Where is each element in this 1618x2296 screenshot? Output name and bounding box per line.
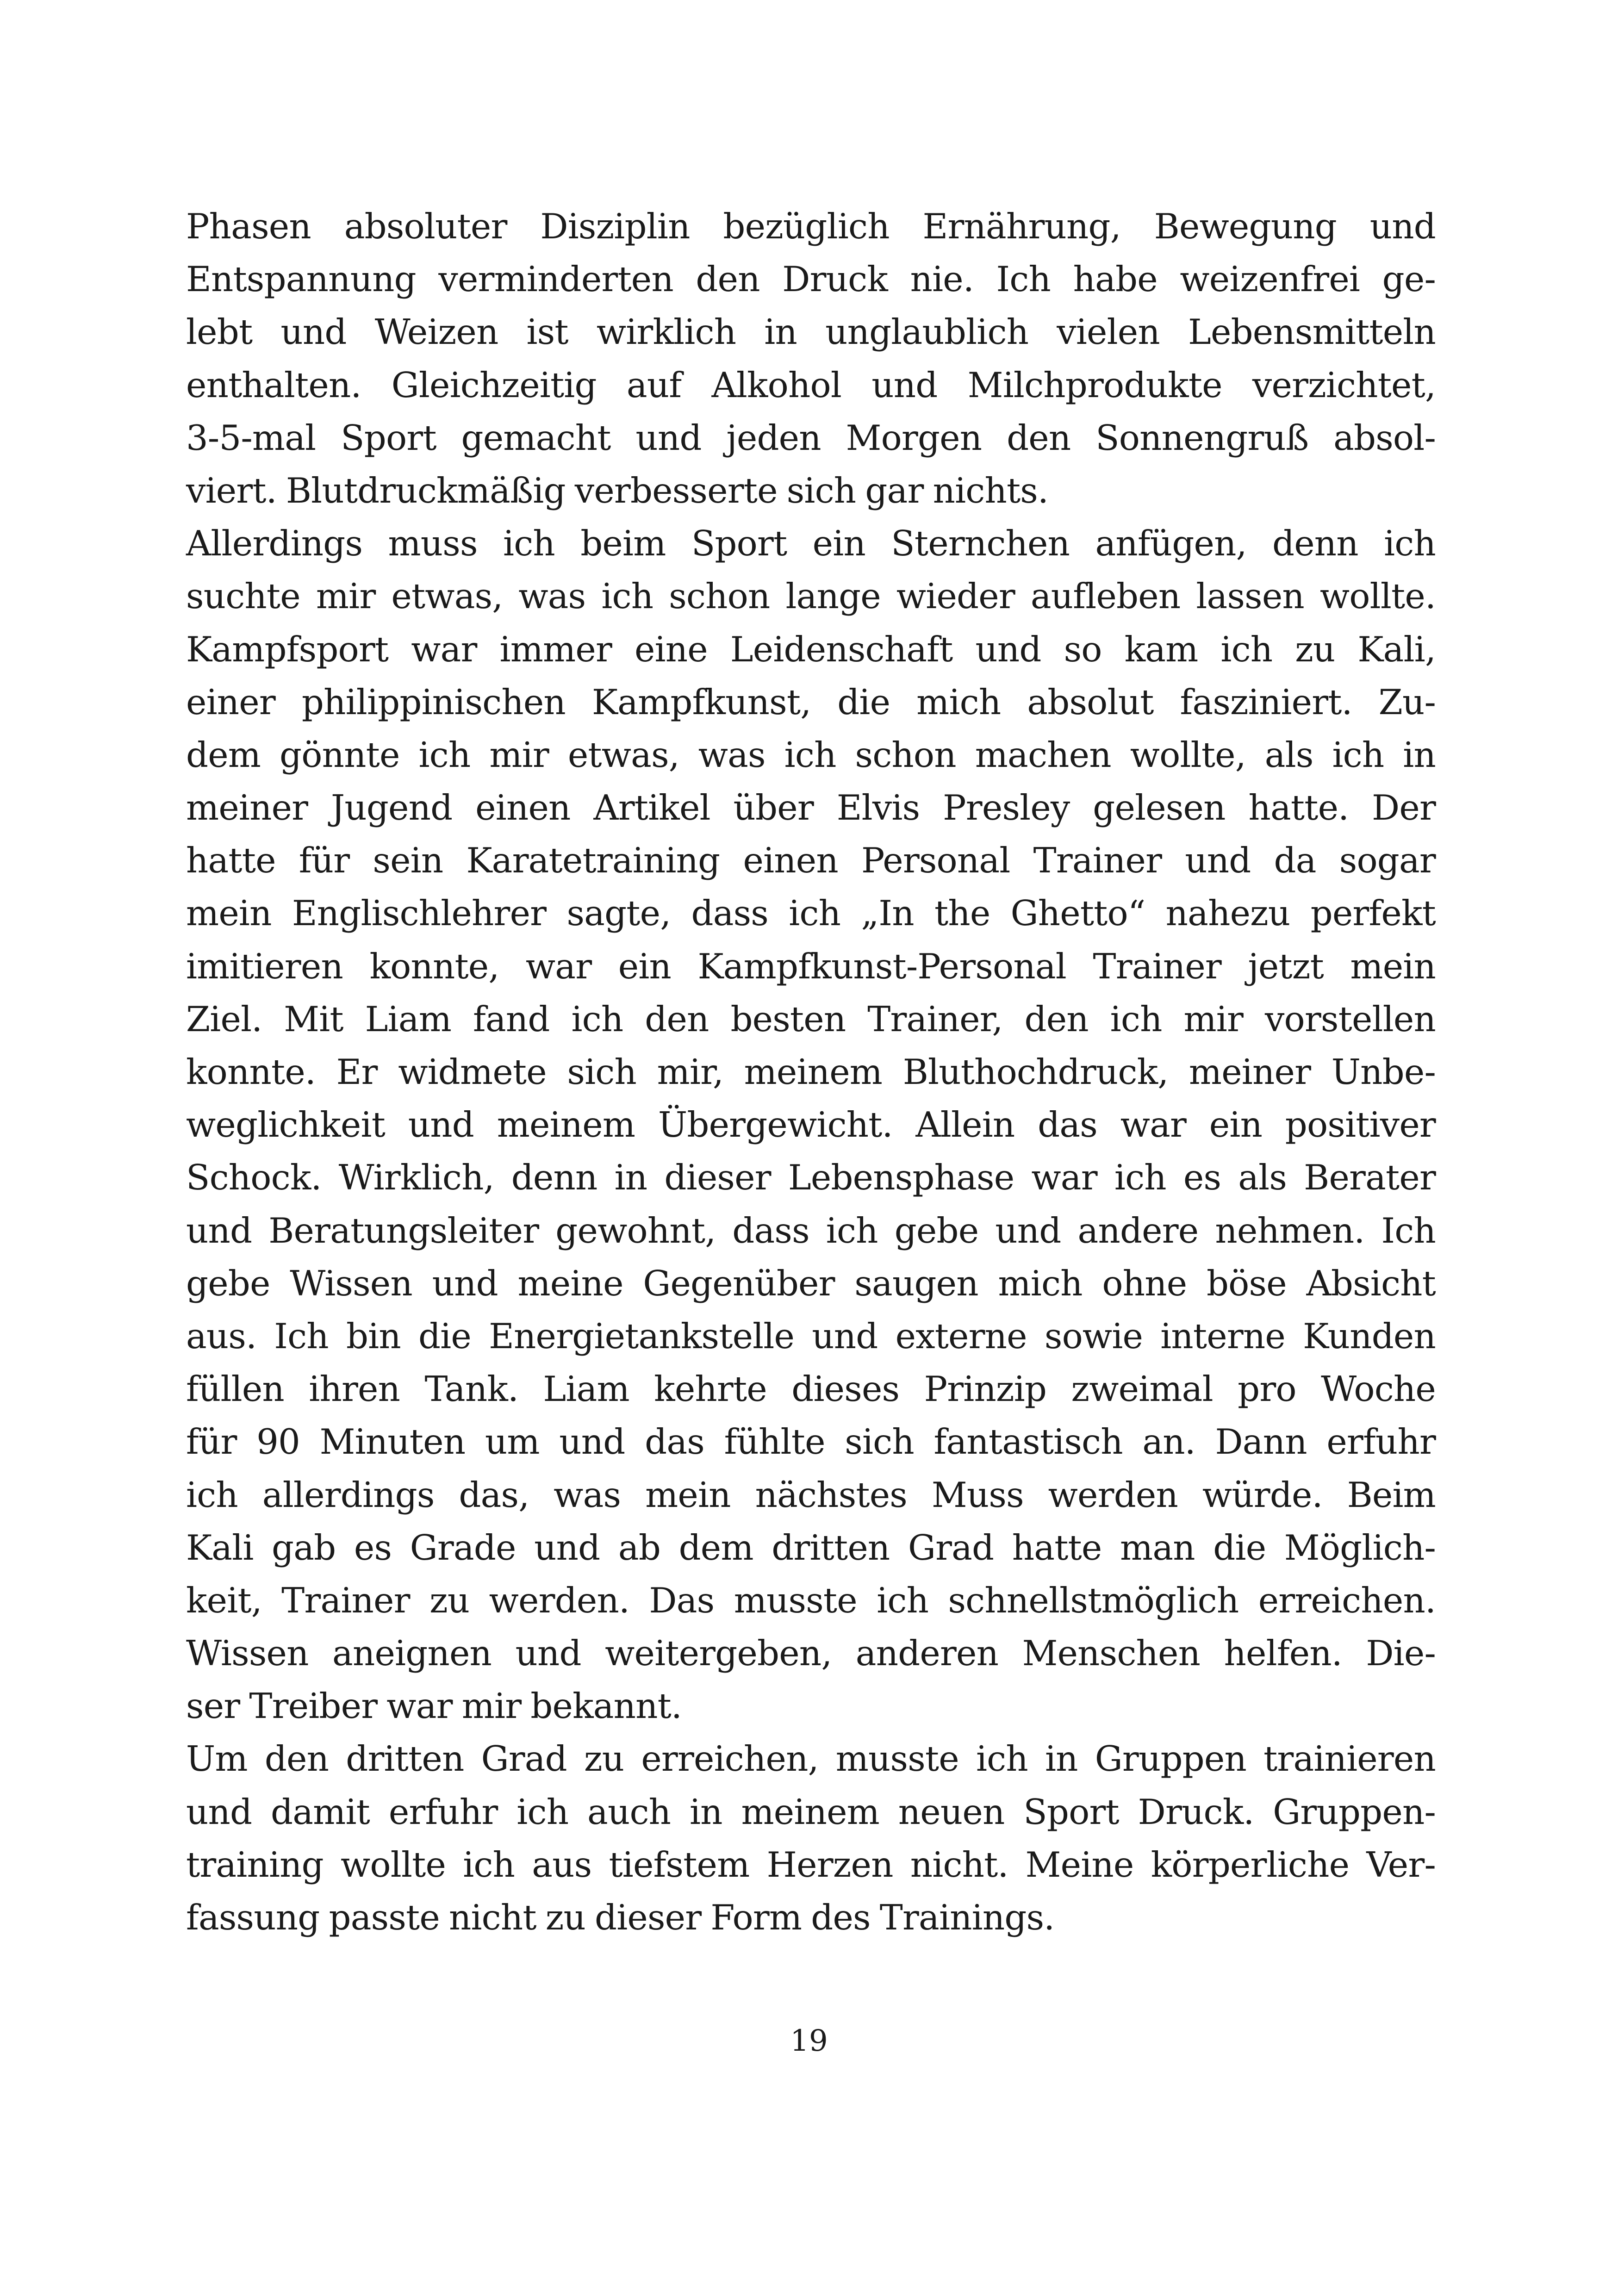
text-line: Schock. Wirklich, denn in dieser Lebensphase war ich es als Berater — [186, 1157, 1436, 1198]
text-line: und Beratungsleiter gewohnt, dass ich gebe und andere nehmen. Ich — [186, 1210, 1436, 1251]
text-line: einer philippinischen Kampfkunst, die mich absolut fasziniert. Zu- — [186, 681, 1436, 722]
text-line: Allerdings muss ich beim Sport ein Sternchen anfügen, denn ich — [186, 523, 1436, 564]
text-line: und damit erfuhr ich auch in meinem neuen Sport Druck. Gruppen- — [186, 1791, 1436, 1832]
text-line: Kali gab es Grade und ab dem dritten Grad hatte man die Möglich- — [186, 1527, 1436, 1568]
text-line: ich allerdings das, was mein nächstes Muss werden würde. Beim — [186, 1474, 1436, 1515]
text-line: aus. Ich bin die Energietankstelle und externe sowie interne Kunden — [186, 1315, 1436, 1356]
text-line: Phasen absoluter Disziplin bezüglich Ernährung, Bewegung und — [186, 206, 1436, 247]
text-line: dem gönnte ich mir etwas, was ich schon machen wollte, als ich in — [186, 734, 1436, 775]
text-line: Kampfsport war immer eine Leidenschaft und so kam ich zu Kali, — [186, 628, 1436, 670]
text-line: Wissen aneignen und weitergeben, anderen Menschen helfen. Die- — [186, 1633, 1436, 1674]
text-line: keit, Trainer zu werden. Das musste ich schnellstmöglich erreichen. — [186, 1580, 1436, 1621]
text-line: Entspannung verminderten den Druck nie. Ich habe weizenfrei ge- — [186, 259, 1436, 300]
text-line: training wollte ich aus tiefstem Herzen nicht. Meine körperliche Ver- — [186, 1844, 1436, 1885]
text-line: imitieren konnte, war ein Kampfkunst-Personal Trainer jetzt mein — [186, 946, 1436, 987]
text-line: hatte für sein Karatetraining einen Personal Trainer und da sogar — [186, 840, 1436, 881]
text-line: lebt und Weizen ist wirklich in unglaublich vielen Lebensmitteln — [186, 311, 1436, 353]
text-line: viert. Blutdruckmäßig verbesserte sich gar nichts. — [186, 470, 1049, 511]
text-line: Ziel. Mit Liam fand ich den besten Trainer, den ich mir vorstellen — [186, 998, 1436, 1039]
text-line: weglichkeit und meinem Übergewicht. Allein das war ein positiver — [186, 1104, 1436, 1145]
text-line: ser Treiber war mir bekannt. — [186, 1686, 682, 1727]
text-line: füllen ihren Tank. Liam kehrte dieses Prinzip zweimal pro Woche — [186, 1369, 1436, 1410]
body-text — [186, 200, 1436, 1944]
text-line: gebe Wissen und meine Gegenüber saugen mich ohne böse Absicht — [186, 1263, 1436, 1304]
text-line: fassung passte nicht zu dieser Form des Trainings. — [186, 1897, 1055, 1938]
text-line: für 90 Minuten um und das fühlte sich fantastisch an. Dann erfuhr — [186, 1421, 1436, 1462]
text-line: meiner Jugend einen Artikel über Elvis Presley gelesen hatte. Der — [186, 787, 1436, 828]
text-line: konnte. Er widmete sich mir, meinem Bluthochdruck, meiner Unbe- — [186, 1052, 1436, 1092]
text-line: suchte mir etwas, was ich schon lange wieder aufleben lassen wollte. — [186, 576, 1436, 617]
text-line: 3-5-mal Sport gemacht und jeden Morgen den Sonnengruß absol- — [186, 417, 1436, 458]
text-line: enthalten. Gleichzeitig auf Alkohol und Milchprodukte verzichtet, — [186, 364, 1436, 405]
page-number: 19 — [790, 2024, 828, 2058]
text-line: mein Englischlehrer sagte, dass ich „In the Ghetto“ nahezu perfekt — [186, 893, 1436, 934]
text-line: Um den dritten Grad zu erreichen, musste ich in Gruppen trainieren — [186, 1738, 1436, 1780]
